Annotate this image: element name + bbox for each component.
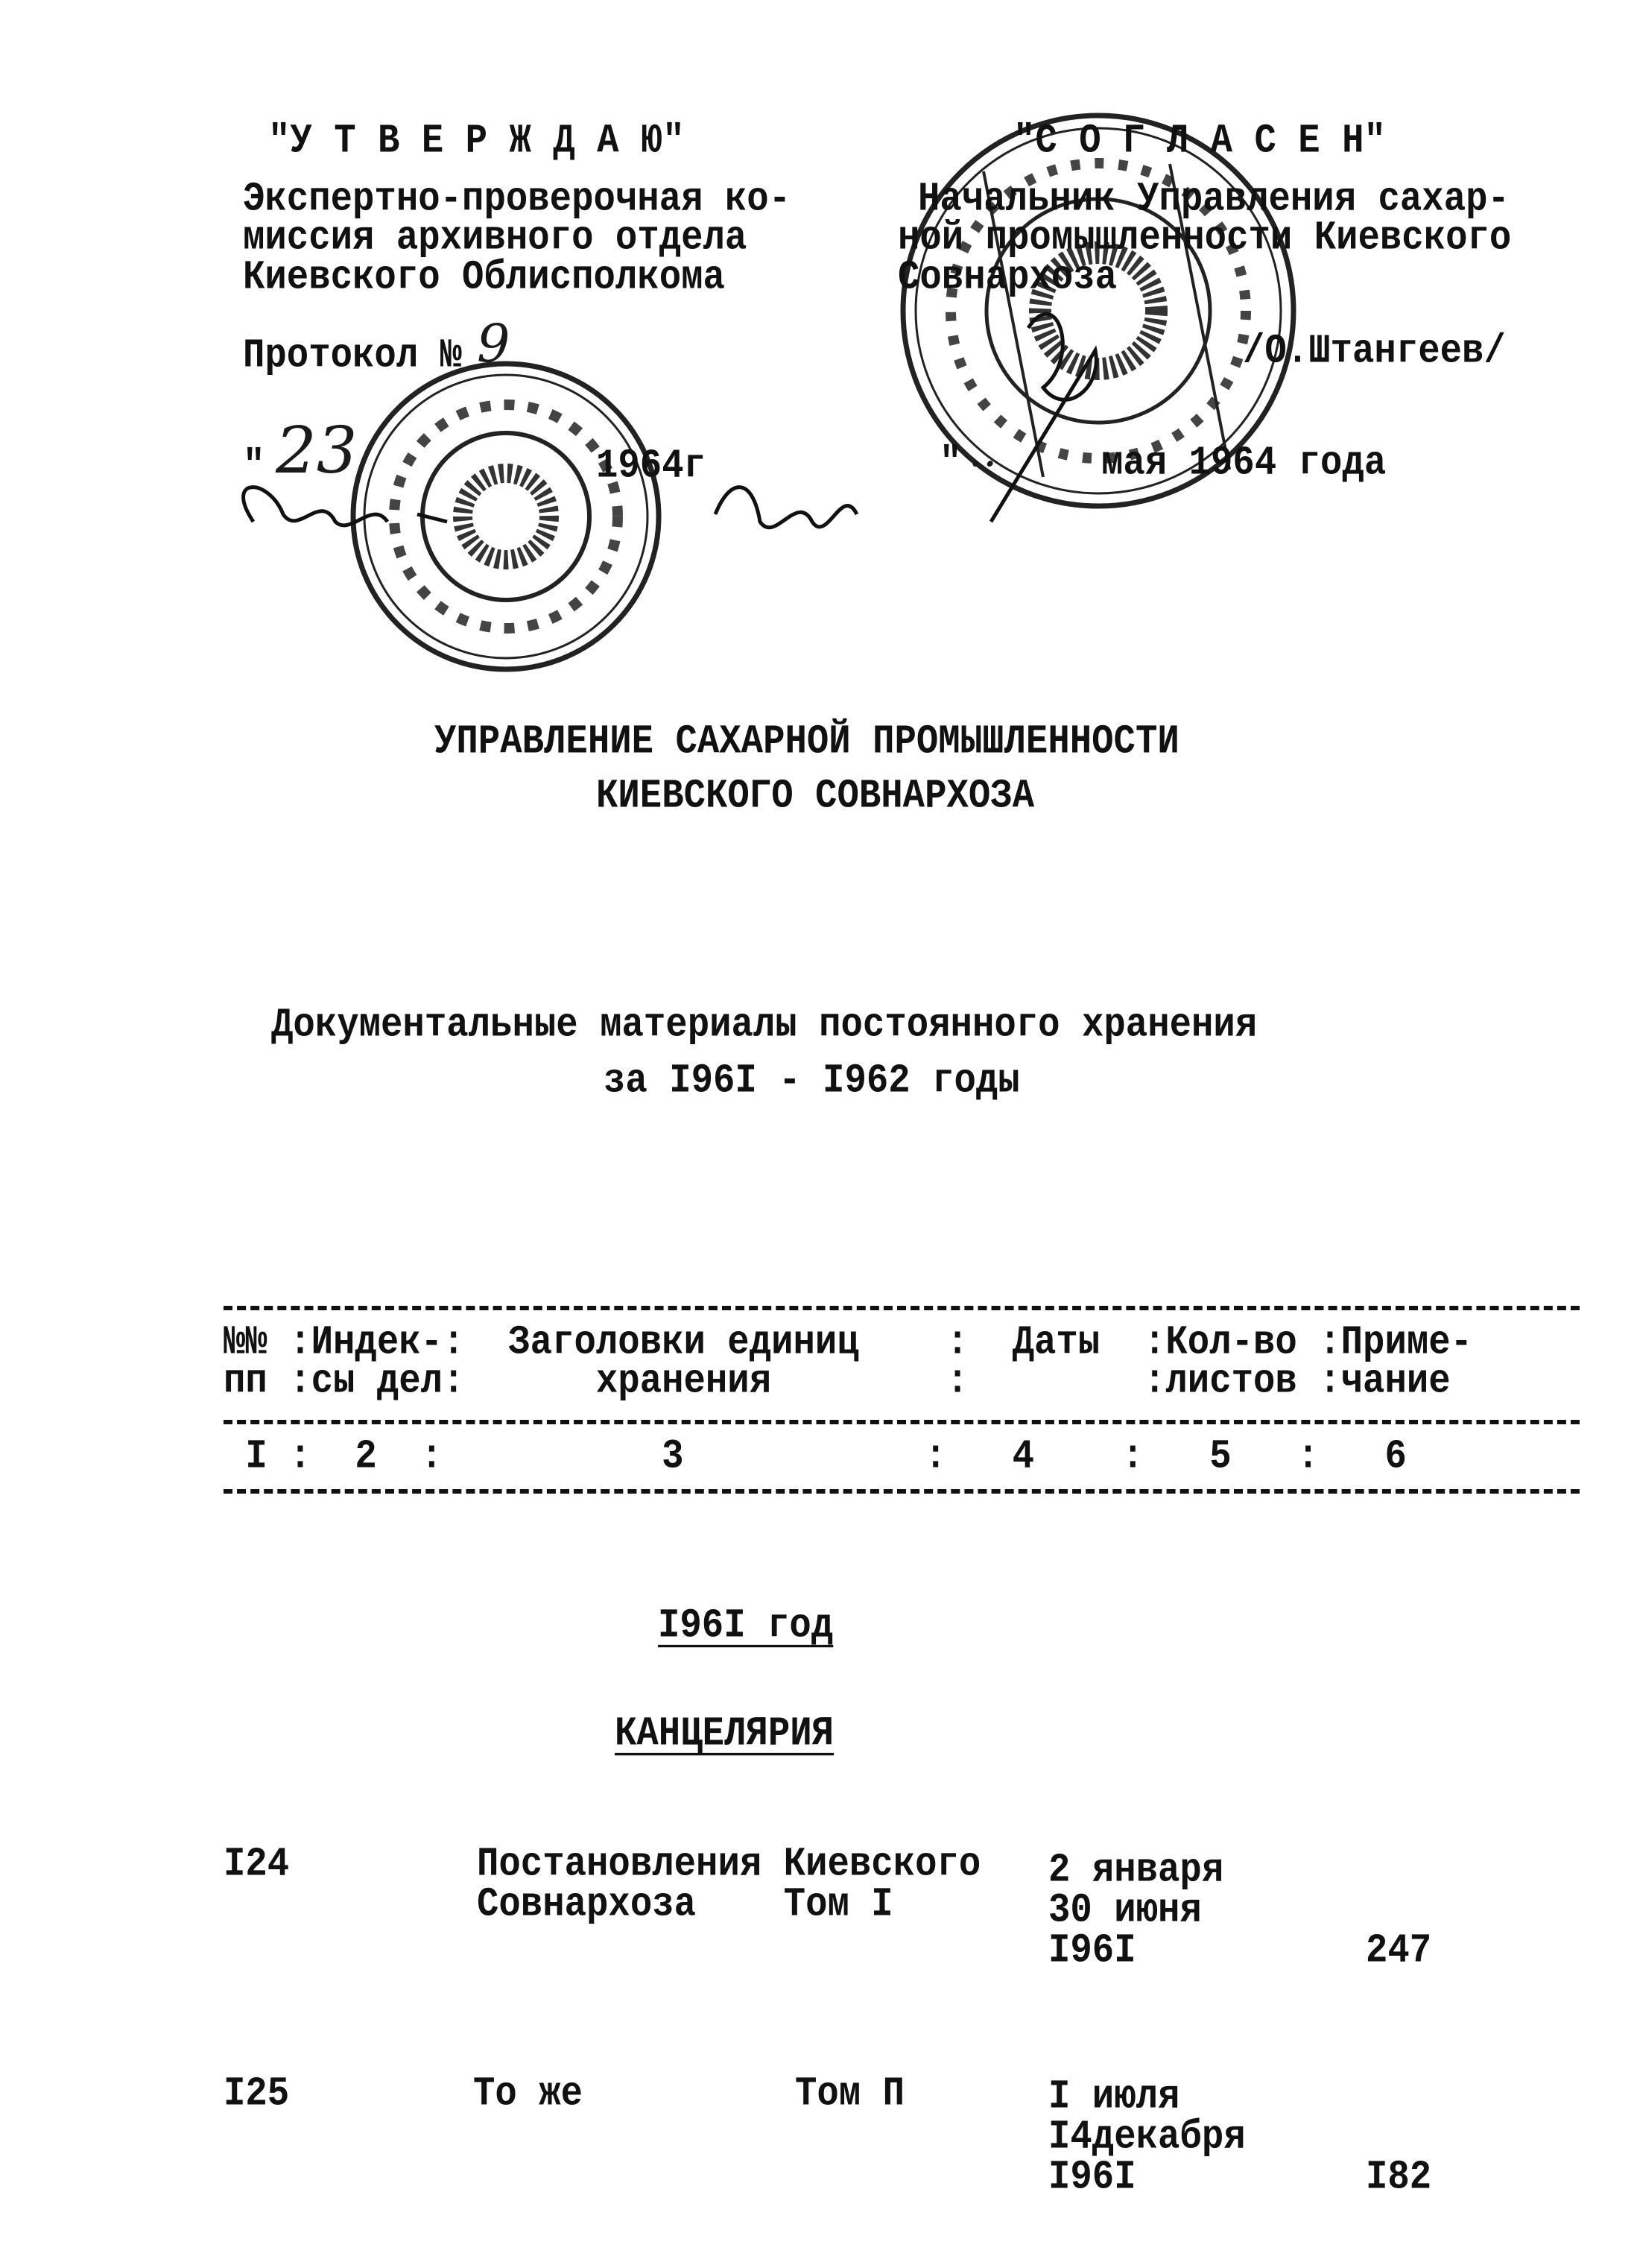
agree-line: Начальник Управления сахар-	[918, 175, 1510, 223]
agree-signer: /О.Штангеев/	[1243, 327, 1506, 375]
row-date: I4декабря	[1048, 2113, 1246, 2161]
agree-date-prefix: "	[940, 439, 962, 487]
agree-line: ной промышленности Киевского	[898, 214, 1512, 262]
row-date: I96I	[1048, 2153, 1136, 2201]
approve-date-year: 1964г	[596, 442, 706, 490]
archive-stamp	[353, 364, 659, 669]
row-date: 2 января	[1048, 1846, 1224, 1894]
subtitle-line2: за I96I - I962 годы	[604, 1057, 1020, 1105]
agree-line: Совнархоза	[898, 253, 1118, 301]
approve-date-day: 23	[276, 414, 358, 488]
table-header-row1: №№ :Индек-: Заголовки единиц : Даты :Кол-во :Приме-	[224, 1318, 1473, 1366]
subtitle-line1: Документальные материалы постоянного хранения	[271, 1001, 1258, 1049]
row-date: 30 июня	[1048, 1886, 1202, 1934]
row-title: Совнархоза Том I	[477, 1880, 893, 1928]
org-title-line1: УПРАВЛЕНИЕ САХАРНОЙ ПРОМЫШЛЕННОСТИ	[434, 718, 1179, 765]
row-sheets: I82	[1366, 2153, 1432, 2201]
approve-heading: "У Т В Е Р Ж Д А Ю"	[268, 117, 685, 165]
approve-line: Киевского Облисполкома	[243, 253, 725, 301]
row-title: Постановления Киевского	[477, 1840, 981, 1888]
section-heading: КАНЦЕЛЯРИЯ	[615, 1710, 835, 1757]
table-rule	[224, 1420, 1580, 1424]
row-number: I25	[224, 2070, 290, 2117]
approve-date-prefix: "	[243, 442, 265, 490]
table-rule	[224, 1489, 1580, 1494]
agree-heading: "С О Г Л А С Е Н"	[1013, 117, 1386, 165]
org-title-line2: КИЕВСКОГО СОВНАРХОЗА	[596, 772, 1035, 820]
approve-line: миссия архивного отдела	[243, 214, 747, 262]
agree-date: мая 1964 года	[1101, 439, 1387, 487]
row-number: I24	[224, 1840, 290, 1888]
protocol-label: Протокол №	[243, 332, 463, 379]
agree-date-day: ..	[969, 425, 998, 477]
row-title: То же	[473, 2070, 583, 2117]
protocol-number: 9	[477, 313, 510, 374]
approve-line: Экспертно-проверочная ко-	[243, 175, 791, 223]
table-header-row2: пп :сы дел: хранения : :листов :чание	[224, 1357, 1451, 1405]
row-date: I96I	[1048, 1927, 1136, 1974]
row-volume: Том П	[795, 2070, 905, 2117]
row-date: I июля	[1048, 2073, 1180, 2120]
year-heading: I96I год	[658, 1602, 834, 1649]
row-sheets: 247	[1366, 1927, 1432, 1974]
table-rule	[224, 1306, 1580, 1310]
table-column-numbers: I : 2 : 3 : 4 : 5 : 6	[224, 1432, 1407, 1480]
